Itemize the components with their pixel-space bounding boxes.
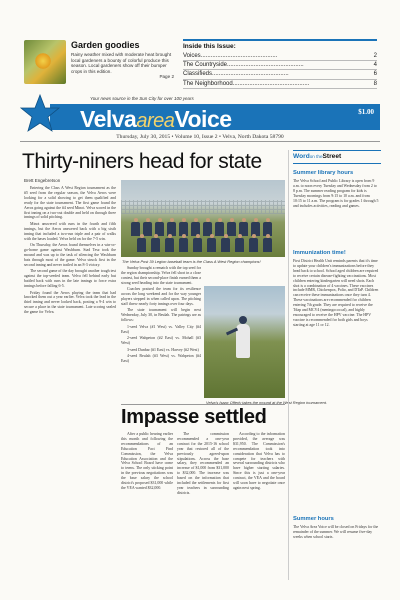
inside-item[interactable] (183, 80, 377, 89)
lead-column-2 (121, 266, 201, 398)
paragraph: Sunday brought a rematch with the top seed for the region championship. Velva fell short in a close contest, but their second-place finish earned them a strong seed heading into the state tournament. (121, 266, 201, 285)
paragraph: The second game of the day brought another tough test against the top-seeded team. Velva fell behind early but battled back with runs in the late innings to force extra innings before falling 6-5. (24, 269, 116, 288)
masthead-tagline: Your news source in the Sun City for over 100 years (90, 96, 194, 101)
pairing: 3-seed Dunbar (#1 East) vs. Harvey (#2 West) (127, 347, 199, 352)
byline: Brett Engebretson (24, 178, 61, 183)
word-on-the-street-sidebar (288, 150, 381, 580)
impasse-column-2 (177, 432, 229, 578)
paragraph: Entering the Class A West Region tournament as the #5 seed from the regular season, the Velva Aeros were looking for a solid showing to get them qualified and ready for the state tournament. The first game found the Aeros going against the #4 seed Minot. Velva scored in the first inning on a two-out double and held on through three innings of solid pitching. (24, 186, 116, 220)
inside-item[interactable] (183, 52, 377, 61)
teaser-garden[interactable] (24, 40, 174, 86)
team-photo (121, 180, 285, 257)
teaser-page: Page 2 (159, 74, 174, 80)
player (179, 238, 188, 252)
paragraph: Coaches praised the team for its resilience across the long weekend and for the way younger players stepped in when called upon. The pitching staff threw nearly forty innings over four days. (121, 287, 201, 306)
impasse-headline[interactable]: Impasse settled (121, 406, 267, 428)
player (215, 222, 224, 236)
inside-item[interactable] (183, 70, 377, 79)
heading-part: Word (293, 153, 310, 160)
inside-item-page: 8 (373, 80, 377, 87)
paragraph: The commission recommended a one-year contract for the 2015-16 school year that restored all of the previously agreed-upon stipulations. Across the base salary, they recommended an increase of $1,000 from $31,000 to $32,000. The increase was based on the information that included the settlements for first year teachers in surrounding districts. (177, 432, 229, 495)
photo1-caption: The Velva Post 39 Legion baseball team is the Class A West Region champions! (122, 259, 261, 264)
paragraph: According to the information provided, the average was $31,950. The Commission's recommendation took into consideration that Velva has to compete for teachers with several surrounding districts who have higher starting salaries. Since this is just a one-year contract, the VEA and the board will soon have to negotiate once again next spring. (233, 432, 285, 490)
paragraph: On Thursday, the Aeros found themselves in a win-or-go-home game against Washburn. Stad Tesz took the mound and was up to the task of silencing the Washburn bats through most of the game. Velva struck first in the second inning and never trailed in an 8-3 victory. (24, 243, 116, 267)
star-logo-icon (20, 94, 60, 134)
teaser-blurb: Rainy weather mixed with moderate heat brought local gardeners a bounty of colorful produce this season. Local gardeners show off their bumper crops in this edition. (71, 52, 172, 74)
teaser-text (71, 52, 174, 80)
paragraph: Minot answered with runs in the fourth and fifth innings, but the Aeros answered back with a big sixth inning that included a two-run triple and a pair of walks with the bases loaded. Velva held on for the 7-5 win. (24, 221, 116, 241)
pairing: 4-seed Beulah (#3 West) vs. Wahpeton (#4 East) (121, 354, 201, 363)
title-part: Velva (80, 106, 137, 132)
player (263, 238, 272, 252)
lead-headline[interactable]: Thirty-niners head for state (22, 150, 262, 173)
player (137, 238, 146, 252)
sidebar-heading (293, 150, 381, 164)
inside-item-page: 2 (373, 53, 377, 59)
player (207, 238, 216, 252)
masthead (20, 92, 380, 132)
pitcher-figure (236, 324, 250, 358)
player (249, 238, 258, 252)
masthead-title (80, 106, 232, 133)
player (151, 238, 160, 252)
sidebar-subhead: Immunization time! (293, 250, 346, 256)
dateline: Thursday, July 30, 2015 • Volume 10, Issue 2 • Velva, North Dakota 58790 (116, 134, 284, 140)
player (193, 238, 202, 252)
inside-item[interactable] (183, 61, 377, 70)
inside-item-label: Classifieds.............................................. (183, 71, 289, 78)
player (235, 238, 244, 252)
lead-column-1 (24, 186, 116, 578)
sidebar-subhead: Summer hours (293, 516, 334, 522)
impasse-column-1 (121, 432, 173, 578)
price: $1.00 (358, 108, 374, 116)
inside-title: Inside this Issue: (183, 43, 236, 50)
title-part: Voice (174, 106, 232, 132)
photo-fence (121, 200, 285, 214)
inside-item-page: 4 (373, 62, 377, 69)
paragraph: The state tournament will begin next Wednesday, July 30, in Beulah. The pairings are as follows: (121, 308, 201, 323)
inside-item-label: The Countryside.............................................. (183, 62, 304, 69)
sidebar-text: First District Health Unit reminds parents that it's time to update your children's immunizations before they head back to school. School aged children are required to receive certain disease-fighting vaccinations. Most children entering kindergarten will need shots. Each shot is a combination of 4 vaccines. These vaccines include MMR, Chickenpox, Polio, and DTaP. Children can receive these immunizations once they turn 4. These vaccinations are recommended for children entering 7th grade. They are required to receive the Tdap and MCV4 (meningococcal), and highly encouraged to receive the HPV vaccine. The HPV vaccine is recommended for both girls and boys starting at age 11 or 12. (293, 259, 379, 327)
paragraph: Friday found the Aeros playing the team that had knocked them out a year earlier. Velva took the lead in the third inning and never looked back, posting a 9-4 win to secure a place in the state tournament. Late scoring sealed the game for Velva. (24, 290, 116, 315)
player (131, 222, 140, 236)
heading-part: on the (309, 154, 323, 159)
paragraph: After a public hearing earlier this month and following the recommendations of an Education Fact Find Commission, the Velva Education Association and the Velva School Board have come to terms. The only sticking point in the previous negotiations was the base salary the school district's proposed $31,000 while the VEA wanted $32,000. (121, 432, 173, 490)
sidebar-text: The Velva Area Voice will be closed on Fridays for the remainder of the summer. We will resume five-day weeks when school starts. (293, 525, 379, 539)
player (143, 222, 152, 236)
sidebar-subhead: Summer library hours (293, 170, 354, 176)
pairing: 1-seed Velva (#1 West) vs. Valley City (#4 East) (121, 324, 201, 334)
divider (20, 141, 380, 142)
divider (121, 404, 285, 405)
player (221, 238, 230, 252)
sidebar-text: The Velva School and Public Library is open from 9 a.m. to noon every Tuesday and Wednesday from 2 to 8 p.m. The summer reading program for kids is Tuesday mornings from 9:15 to 10 a.m. and from 10:15 to 11 a.m. The program is for grades 1 through 5 and includes activities, reading and games. (293, 179, 379, 208)
teaser-title: Garden goodies (71, 40, 140, 50)
player (227, 222, 236, 236)
pairing: 2-seed Wahpeton (#2 East) vs. Mohall (#3 West) (121, 336, 201, 346)
teaser-photo (24, 40, 66, 84)
inside-item-label: The Neighborhood.............................................. (183, 80, 310, 87)
inside-this-issue (183, 39, 377, 91)
inside-item-page: 6 (373, 71, 377, 78)
photo2-caption: Velva's Isaac Offerly takes the mound at the West Region tournament. (206, 400, 327, 405)
pitcher-photo (204, 286, 285, 398)
title-part: area (136, 110, 175, 132)
heading-part: Street (322, 153, 342, 160)
impasse-column-3 (233, 432, 285, 578)
inside-item-label: Voices.............................................. (183, 53, 278, 59)
player (165, 238, 174, 252)
